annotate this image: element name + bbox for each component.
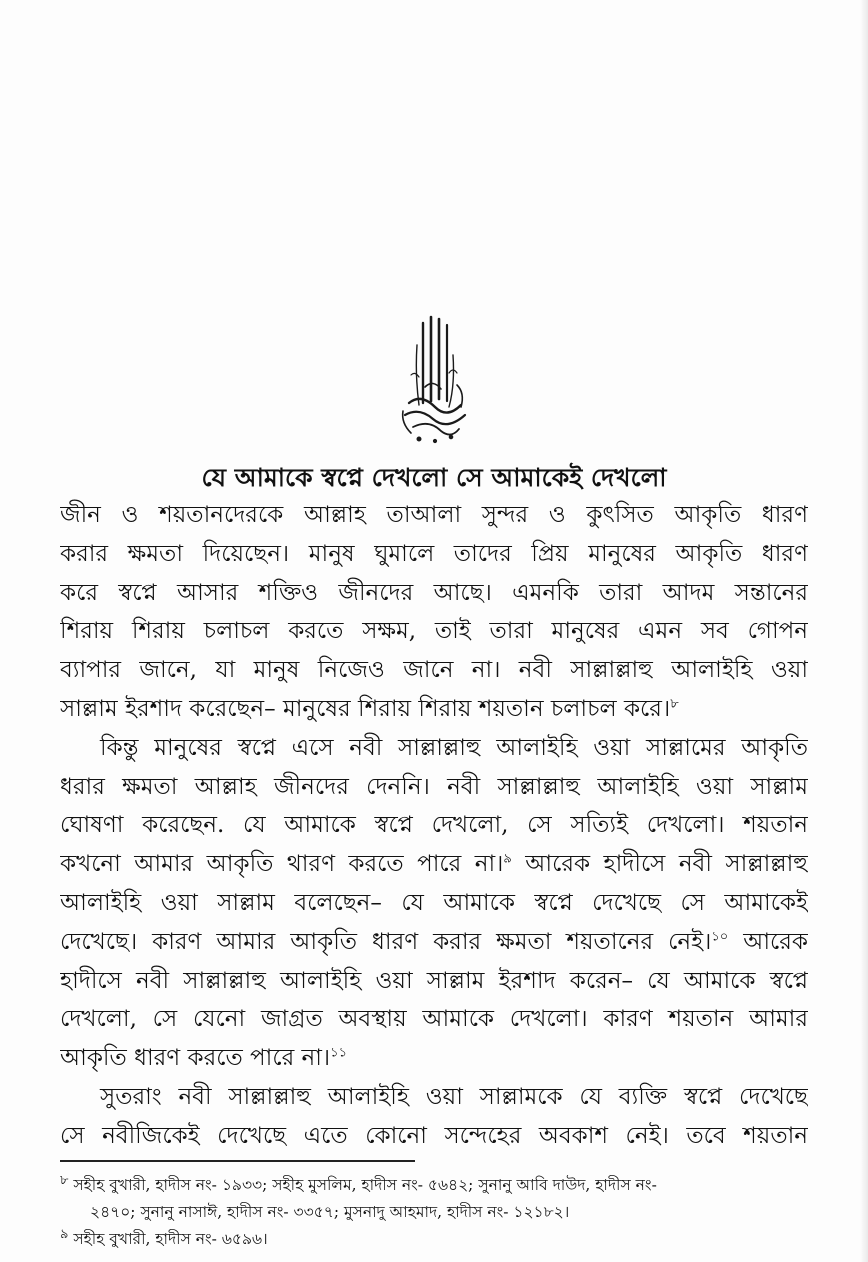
- text-line-content: আকৃতি ধারণ করতে পারে না।: [60, 1045, 331, 1072]
- text-line: [60, 690, 808, 729]
- text-line: জীন ও শয়তানদেরকে আল্লাহ তাআলা সুন্দর ও কুৎসিত আকৃতি ধারণ: [60, 502, 808, 528]
- footnote-9: [60, 1226, 810, 1253]
- text-line: আলাইহি ওয়া সাল্লাম বলেছেন– যে আমাকে স্বপ্নে দেখেছে সে আমাকেই: [60, 889, 808, 916]
- footnote-ref[interactable]: ১১: [330, 1045, 348, 1061]
- text-line: কিন্তু মানুষের স্বপ্নে এসে নবী সাল্লাল্লাহু আলাইহি ওয়া সাল্লামের আকৃতি: [100, 734, 808, 761]
- text-line: সে নবীজিকেই দেখেছে এতে কোনো সন্দেহের অবকাশ নেই। তবে শয়তান: [60, 1122, 808, 1149]
- footnote-ref[interactable]: ৯: [503, 851, 512, 867]
- bismillah-calligraphy-icon: [395, 315, 473, 445]
- footnote-8: [60, 1172, 810, 1226]
- footnote-divider: [60, 1160, 415, 1162]
- text-line-content: কখনো আমার আকৃতি থারণ করতে পারে না।: [60, 851, 504, 878]
- text-line: ধরার ক্ষমতা আল্লাহ জীনদের দেননি। নবী সাল্লাল্লাহু আলাইহি ওয়া সাল্লাম: [60, 773, 808, 800]
- text-line: ঘোষণা করেছেন. যে আমাকে স্বপ্নে দেখলো, সে সত্যিই দেখলো। শয়তান: [60, 812, 808, 839]
- text-line: শিরায় শিরায় চলাচল করতে সক্ষম, তাই তারা মানুষের এমন সব গোপন: [60, 618, 808, 645]
- text-line: [60, 845, 808, 884]
- page-edge-shadow: [860, 0, 868, 1262]
- footnote-text: সহীহ বুখারী, হাদীস নং- ৬৫৯৬।: [73, 1230, 268, 1248]
- footnote-ref[interactable]: ৮: [670, 696, 679, 712]
- footnote-marker: ৯: [60, 1226, 69, 1242]
- footnote-line: [60, 1226, 810, 1253]
- footnote-line: [60, 1172, 810, 1199]
- paragraph-1: [60, 496, 808, 729]
- text-line-tail: আরেক: [743, 928, 808, 955]
- footnote-ref[interactable]: ১০: [711, 929, 729, 945]
- text-line: [60, 1039, 808, 1078]
- text-line-tail: আরেক হাদীসে নবী সাল্লাল্লাহু: [525, 851, 808, 878]
- text-line-content: সাল্লাম ইরশাদ করেছেন– মানুষের শিরায় শিরায় শয়তান চলাচল করে।: [60, 695, 671, 722]
- text-line: দেখলো, সে যেনো জাগ্রত অবস্থায় আমাকে দেখলো। কারণ শয়তান আমার: [60, 1006, 808, 1033]
- footnotes: [60, 1172, 810, 1253]
- footnote-line: ২৪৭০; সুনানু নাসাঈ, হাদীস নং- ৩৩৫৭; মুসনাদু আহমাদ, হাদীস নং- ১২১৮২।: [90, 1203, 570, 1221]
- text-line-content: দেখেছে। কারণ আমার আকৃতি ধারণ করার ক্ষমতা শয়তানের নেই।: [60, 928, 712, 955]
- text-line: [60, 923, 808, 962]
- footnote-text: সহীহ বুখারী, হাদীস নং- ১৯৩৩; সহীহ মুসলিম, হাদীস নং- ৫৬৪২; সুনানু আবি দাউদ, হাদীস নং-: [73, 1176, 657, 1194]
- text-line: করার ক্ষমতা দিয়েছেন। মানুষ ঘুমালে তাদের প্রিয় মানুষের আকৃতি ধারণ: [60, 540, 808, 567]
- text-line: করে স্বপ্নে আসার শক্তিও জীনদের আছে। এমনকি তারা আদম সন্তানের: [60, 579, 808, 606]
- text-line: হাদীসে নবী সাল্লাল্লাহু আলাইহি ওয়া সাল্লাম ইরশাদ করেন– যে আমাকে স্বপ্নে: [60, 967, 808, 994]
- chapter-heading: যে আমাকে স্বপ্নে দেখলো সে আমাকেই দেখলো: [201, 463, 667, 492]
- body-text: [60, 496, 808, 1156]
- paragraph-2: [60, 729, 808, 1078]
- text-line: সুতরাং নবী সাল্লাল্লাহু আলাইহি ওয়া সাল্লামকে যে ব্যক্তি স্বপ্নে দেখেছে: [100, 1083, 808, 1110]
- paragraph-3: [60, 1078, 808, 1156]
- text-line: ব্যাপার জানে, যা মানুষ নিজেও জানে না। নবী সাল্লাল্লাহু আলাইহি ওয়া: [60, 657, 808, 684]
- footnote-marker: ৮: [60, 1172, 69, 1188]
